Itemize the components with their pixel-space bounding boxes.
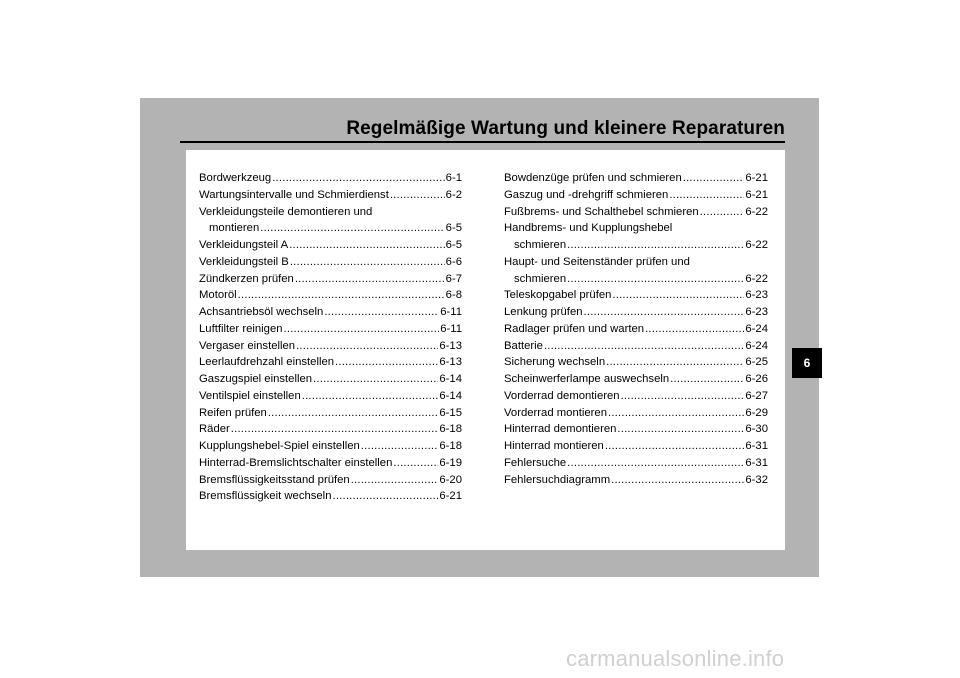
toc-entry[interactable] xyxy=(504,287,768,304)
toc-entry-title: Scheinwerferlampe auswechseln xyxy=(504,373,670,385)
toc-dot-leader xyxy=(268,405,439,422)
toc-entry[interactable] xyxy=(504,204,768,221)
toc-entry[interactable] xyxy=(504,338,768,355)
toc-entry-page: 6-13 xyxy=(439,356,462,369)
toc-entry-page: 6-5 xyxy=(445,222,462,235)
toc-dot-leader xyxy=(612,287,744,304)
toc-dot-leader xyxy=(302,388,439,405)
toc-dot-leader xyxy=(611,472,744,489)
toc-entry-page: 6-21 xyxy=(439,490,462,503)
toc-entry[interactable] xyxy=(504,170,768,187)
toc-entry-page: 6-11 xyxy=(440,322,462,335)
toc-entry-page: 6-18 xyxy=(439,440,462,452)
toc-entry[interactable] xyxy=(199,287,462,304)
toc-entry-page: 6-25 xyxy=(745,356,768,369)
toc-entry-title: Lenkung prüfen xyxy=(504,306,583,318)
toc-entry-page: 6-1 xyxy=(445,172,462,184)
watermark: carmanualsonline.info xyxy=(566,646,785,671)
toc-entry-page: 6-19 xyxy=(439,456,462,469)
toc-dot-leader xyxy=(361,438,439,455)
toc-dot-leader xyxy=(393,455,438,472)
toc-entry-page: 6-23 xyxy=(745,306,768,318)
toc-entry-title: Verkleidungsteil A xyxy=(199,239,289,251)
toc-entry[interactable] xyxy=(199,388,462,405)
toc-entry-title: Hinterrad-Bremslichtschalter einstellen xyxy=(199,456,393,469)
toc-entry-page: 6-22 xyxy=(745,239,768,251)
toc-entry-title: Bremsflüssigkeitsstand prüfen xyxy=(199,473,350,486)
toc-entry[interactable] xyxy=(199,237,462,254)
toc-dot-leader xyxy=(645,321,744,338)
toc-entry-page: 6-7 xyxy=(445,272,462,285)
toc-entry-title: Bordwerkzeug xyxy=(199,172,272,184)
toc-entry-title: Luftfilter reinigen xyxy=(199,322,283,335)
toc-entry-page: 6-21 xyxy=(745,172,768,184)
toc-entry-page: 6-24 xyxy=(745,322,768,335)
title-rule xyxy=(180,141,785,143)
toc-dot-leader xyxy=(296,338,438,355)
toc-entry-title: Gaszug und -drehgriff schmieren xyxy=(504,188,669,201)
toc-entry-title: schmieren xyxy=(514,272,567,285)
toc-entry-title: Fehlersuche xyxy=(504,456,567,469)
toc-entry[interactable] xyxy=(199,304,462,321)
toc-dot-leader xyxy=(290,254,445,271)
toc-entry-page: 6-32 xyxy=(745,473,768,486)
toc-entry-title: Bowdenzüge prüfen und schmieren xyxy=(504,172,682,184)
toc-entry-title: Räder xyxy=(199,423,230,436)
chapter-tab[interactable]: 6 xyxy=(792,348,822,378)
toc-entry-title: Achsantriebsöl wechseln xyxy=(199,306,324,318)
toc-entry[interactable] xyxy=(199,405,462,422)
toc-dot-leader xyxy=(351,472,439,489)
toc-entry[interactable] xyxy=(504,421,768,438)
toc-entry[interactable] xyxy=(199,488,462,505)
toc-dot-leader xyxy=(231,421,439,438)
toc-dot-leader xyxy=(670,371,744,388)
toc-entry-page: 6-14 xyxy=(439,389,462,402)
toc-dot-leader xyxy=(284,321,440,338)
toc-dot-leader xyxy=(313,371,438,388)
toc-entry-page: 6-22 xyxy=(745,272,768,285)
toc-entry-page: 6-20 xyxy=(439,473,462,486)
toc-entry-title: Reifen prüfen xyxy=(199,406,267,419)
toc-dot-leader xyxy=(289,237,444,254)
toc-dot-leader xyxy=(544,338,744,355)
toc-dot-leader xyxy=(567,271,744,288)
toc-entry-page: 6-5 xyxy=(445,239,462,251)
toc-entry[interactable] xyxy=(199,321,462,338)
toc-entry-page: 6-18 xyxy=(439,423,462,436)
toc-entry[interactable] xyxy=(199,254,462,271)
toc-dot-leader xyxy=(700,204,745,221)
toc-entry-title: Teleskopgabel prüfen xyxy=(504,289,612,302)
toc-entry-page: 6-14 xyxy=(439,373,462,385)
toc-entry[interactable] xyxy=(504,405,768,422)
toc-entry-title: Ventilspiel einstellen xyxy=(199,389,301,402)
toc-dot-leader xyxy=(332,488,438,505)
toc-entry[interactable] xyxy=(504,304,768,321)
toc-entry-title: Fehlersuchdiagramm xyxy=(504,473,611,486)
toc-dot-leader xyxy=(617,421,744,438)
toc-entry-page: 6-13 xyxy=(439,339,462,352)
toc-dot-leader xyxy=(324,304,439,321)
toc-entry-title: Radlager prüfen und warten xyxy=(504,322,645,335)
toc-entry-title: Hinterrad montieren xyxy=(504,440,604,452)
toc-dot-leader xyxy=(567,455,744,472)
toc-dot-leader xyxy=(621,388,745,405)
toc-entry[interactable] xyxy=(199,271,462,288)
toc-entry-title: montieren xyxy=(209,222,260,235)
toc-entry-title: Gaszugspiel einstellen xyxy=(199,373,313,385)
toc-entry[interactable] xyxy=(504,438,768,455)
toc-entry-page: 6-24 xyxy=(745,339,768,352)
toc-entry[interactable] xyxy=(199,472,462,489)
toc-dot-leader xyxy=(669,187,744,204)
toc-entry-page: 6-11 xyxy=(440,306,462,318)
toc-entry-page: 6-30 xyxy=(745,423,768,436)
toc-entry-title: Vergaser einstellen xyxy=(199,339,296,352)
toc-entry-title: Motoröl xyxy=(199,289,237,302)
toc-entry[interactable] xyxy=(504,455,768,472)
toc-entry[interactable] xyxy=(504,187,768,204)
toc-entry[interactable] xyxy=(199,455,462,472)
toc-dot-leader xyxy=(567,237,744,254)
toc-entry-title: Vorderrad demontieren xyxy=(504,389,620,402)
toc-entry-title: Fußbrems- und Schalthebel schmieren xyxy=(504,205,699,218)
toc-dot-leader xyxy=(260,220,444,237)
toc-entry-heading: Verkleidungsteile demontieren und xyxy=(199,205,373,218)
toc-entry[interactable] xyxy=(504,321,768,338)
toc-entry-title: Kupplungshebel-Spiel einstellen xyxy=(199,440,360,452)
toc-entry[interactable] xyxy=(199,438,462,455)
toc-entry-title: Hinterrad demontieren xyxy=(504,423,617,436)
toc-entry-heading: Haupt- und Seitenständer prüfen und xyxy=(504,255,690,268)
toc-entry-page: 6-15 xyxy=(439,406,462,419)
toc-entry-page: 6-29 xyxy=(745,406,768,419)
toc-dot-leader xyxy=(390,187,445,204)
toc-entry[interactable] xyxy=(504,354,768,371)
toc-dot-leader xyxy=(608,405,744,422)
toc-entry-title: Batterie xyxy=(504,339,543,352)
toc-entry[interactable] xyxy=(504,371,768,388)
toc-entry-page: 6-8 xyxy=(445,289,462,302)
toc-entry[interactable] xyxy=(199,354,462,371)
toc-entry[interactable] xyxy=(199,187,462,204)
toc-entry-title: Bremsflüssigkeit wechseln xyxy=(199,490,332,503)
toc-right-column xyxy=(504,170,768,488)
toc-dot-leader xyxy=(295,271,445,288)
toc-dot-leader xyxy=(606,354,744,371)
toc-dot-leader xyxy=(238,287,445,304)
toc-entry[interactable] xyxy=(504,271,768,288)
toc-dot-leader xyxy=(605,438,745,455)
toc-dot-leader xyxy=(272,170,444,187)
toc-entry-title: schmieren xyxy=(514,239,567,251)
toc-entry-page: 6-22 xyxy=(745,205,768,218)
toc-dot-leader xyxy=(335,354,438,371)
toc-entry[interactable] xyxy=(199,421,462,438)
toc-entry[interactable] xyxy=(504,388,768,405)
toc-entry-heading: Handbrems- und Kupplungshebel xyxy=(504,222,673,235)
toc-entry[interactable] xyxy=(504,472,768,489)
chapter-title: Regelmäßige Wartung und kleinere Reparaturen xyxy=(346,118,785,139)
toc-entry-title: Wartungsintervalle und Schmierdienst xyxy=(199,188,389,201)
toc-entry[interactable] xyxy=(199,170,462,187)
toc-left-column xyxy=(199,170,462,505)
toc-entry-title: Verkleidungsteil B xyxy=(199,255,289,268)
toc-entry-page: 6-31 xyxy=(745,456,768,469)
toc-entry[interactable] xyxy=(199,220,462,237)
toc-entry-page: 6-2 xyxy=(445,188,462,201)
toc-entry[interactable] xyxy=(199,338,462,355)
toc-entry-page: 6-21 xyxy=(745,188,768,201)
toc-dot-leader xyxy=(584,304,745,321)
toc-dot-leader xyxy=(683,170,745,187)
toc-entry-page: 6-31 xyxy=(745,440,768,452)
toc-entry-page: 6-6 xyxy=(445,255,462,268)
toc-entry-title: Leerlaufdrehzahl einstellen xyxy=(199,356,335,369)
toc-entry-page: 6-23 xyxy=(745,289,768,302)
toc-entry-page: 6-27 xyxy=(745,389,768,402)
toc-entry-page: 6-26 xyxy=(745,373,768,385)
toc-entry[interactable] xyxy=(504,237,768,254)
toc-entry-title: Sicherung wechseln xyxy=(504,356,606,369)
toc-entry-title: Vorderrad montieren xyxy=(504,406,607,419)
toc-entry-title: Zündkerzen prüfen xyxy=(199,272,294,285)
toc-entry[interactable] xyxy=(199,371,462,388)
